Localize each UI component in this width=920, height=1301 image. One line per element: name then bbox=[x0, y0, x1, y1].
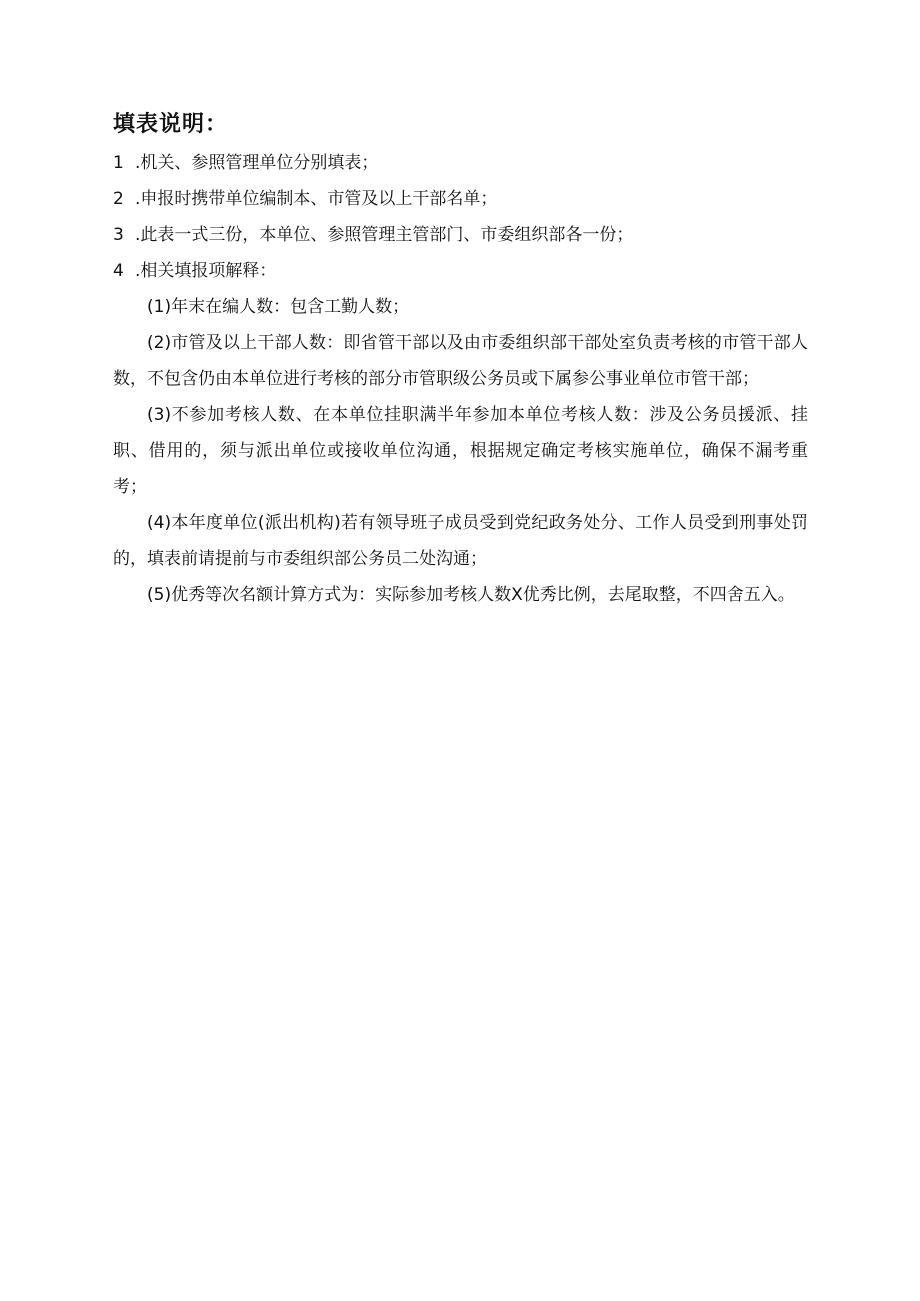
instructions-title: 填表说明： bbox=[113, 112, 229, 137]
subitem-4: (4)本年度单位(派出机构)若有领导班子成员受到党纪政务处分、工作人员受到刑事处罚的，填表前请提前与市委组织部公务员二处沟通； bbox=[113, 513, 808, 569]
item-number: 3 bbox=[113, 225, 124, 245]
item-number: 1 bbox=[113, 153, 124, 173]
item-text: .此表一式三份，本单位、参照管理主管部门、市委组织部各一份； bbox=[135, 225, 634, 245]
instruction-item-1 bbox=[113, 145, 808, 181]
item-text: .申报时携带单位编制本、市管及以上干部名单； bbox=[135, 189, 498, 209]
instructions-section bbox=[113, 108, 808, 613]
item-text: .机关、参照管理单位分别填表； bbox=[135, 153, 379, 173]
item-number: 4 bbox=[113, 261, 124, 281]
subitem-3: (3)不参加考核人数、在本单位挂职满半年参加本单位考核人数：涉及公务员援派、挂职、借用的，须与派出单位或接收单位沟通，根据规定确定考核实施单位，确保不漏考重考； bbox=[113, 405, 808, 497]
subitem-1: (1)年末在编人数：包含工勤人数； bbox=[147, 297, 410, 317]
subitem-5: (5)优秀等次名额计算方式为：实际参加考核人数X优秀比例，去尾取整，不四舍五入。 bbox=[147, 585, 795, 605]
instruction-item-4 bbox=[113, 253, 808, 289]
item-text: .相关填报项解释： bbox=[135, 261, 277, 281]
instruction-item-2 bbox=[113, 181, 808, 217]
subitem-2: (2)市管及以上干部人数：即省管干部以及由市委组织部干部处室负责考核的市管干部人数，不包含仍由本单位进行考核的部分市管职级公务员或下属参公事业单位市管干部； bbox=[113, 333, 808, 389]
instruction-item-3 bbox=[113, 217, 808, 253]
item-number: 2 bbox=[113, 189, 124, 209]
